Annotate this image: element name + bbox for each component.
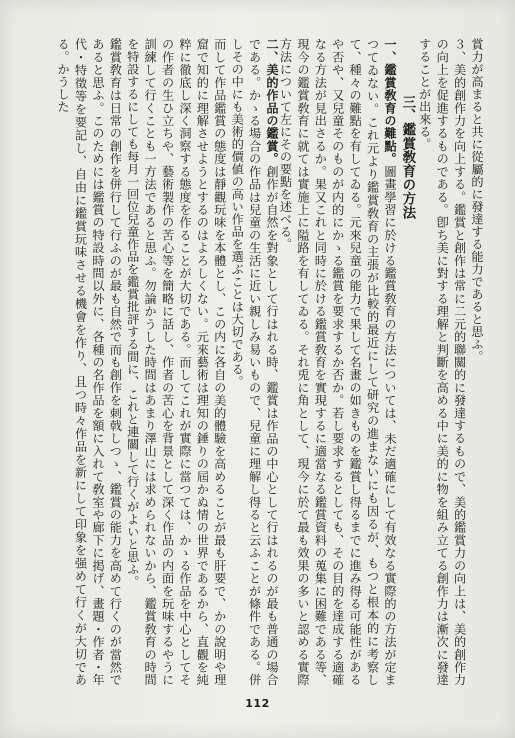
subheading-label: 二、美的作品の鑑賞。 (265, 38, 279, 166)
paragraph-text: 創作が自然を對象として行はれる時、鑑賞は作品の中心として行はれるのが最も普通の場合である。かゝる場合の作品は兒童の生活に近い親しみ易いもので、兒童に理解し得ると云ふことが條件である。併しその中にも美術的價値の高い作品を選ぶことは大切である。 (230, 38, 279, 687)
paragraph (276, 38, 398, 686)
left-text-column (50, 38, 280, 686)
section-heading: 三、鑑賞敎育の方法 (399, 94, 416, 219)
paragraph: ３、美的創作力を向上する。鑑賞と創作は常に二元的聯關的に發達するもので、美的鑑賞力の向上は、美的創作力の向上を促進するものである。卽ち美に對する理解と判斷を高める中に美的に物を組み立てる創作力は漸次に發達することが出來る。 (417, 38, 467, 686)
page-number: 112 (245, 697, 270, 710)
paragraph (228, 38, 280, 686)
right-text-column (278, 38, 485, 687)
paragraph: 鑑賞敎育は日常の創作を併行して行ふのが最も自然で而も創作を刺戟しつゝ、鑑賞の能力を高めて行くのが當然であると思ふ。このためには鑑賞の特設時間以外に、各種の名作品を額に入れて敎室や廊下に掲げ、畫題・作者・年代・特徵等を要記し、自由に鑑賞玩味させる機會を作り、且つ時々作品を新にして印象を强めて行くが大切である。かうした (56, 38, 123, 686)
paragraph: 而して作品鑑賞の態度は靜觀玩味を本體とし、この内に各自の美的體驗を高めることが最も肝要で、かの說明や理窟で知的に理解させようとするのはよろしくない。元來藝術は理知の錘りの屆かぬ情の世界であるから、直觀を純粹に徹底し深く洞察する態度を作ることが大切である。而してこれが實際に當つては、かゝる作品を中心としてその作者の生ひ立ちや、藝術製作の苦心等を簡略に話し、作者の苦心を背景として深く作品の内面を玩味するやうに訓練して行くことも一方法であると思ふ。勿論かうした時間はあまり澤山には求められないから、鑑賞敎育の時間を特設するにしても每月一回位兒童作品を鑑賞批評する間に、これと連關して行くがよいと思ふ。 (125, 38, 227, 686)
subheading-label: 一、鑑賞敎育の難點。 (382, 38, 397, 166)
paragraph: 賞力が高まると共に從屬的に發達する能力であると思ふ。 (470, 38, 484, 363)
paragraph-text: 圖畫學習に於ける鑑賞敎育の方法については、未だ適確にして有效なる實際的の方法が定まつてゐない。これ元より鑑賞敎育の主張が比較的最近にして研究の進まないにも因るが、もつと根本的に考察して、種々の難點を有してゐる。元來兒童の能力で果して名畫の如きものを鑑賞し得るまでに進み得る可能性があるや否や、又兒童そのものが内的にかゝる鑑賞を要求するか否か。若し要求するとしても、その目的を達成する適確なる方法が見出さるか。果又これと同時に於ける鑑賞敎育を實現するに適當なる鑑賞資料の蒐集に困難である等、現今の鑑賞敎育に就ては實施上に隘路を有してゐる。それ兎に角として、現今に於て最も效果の多いと認める實際方法について左にその要點を述べる。 (278, 38, 397, 687)
